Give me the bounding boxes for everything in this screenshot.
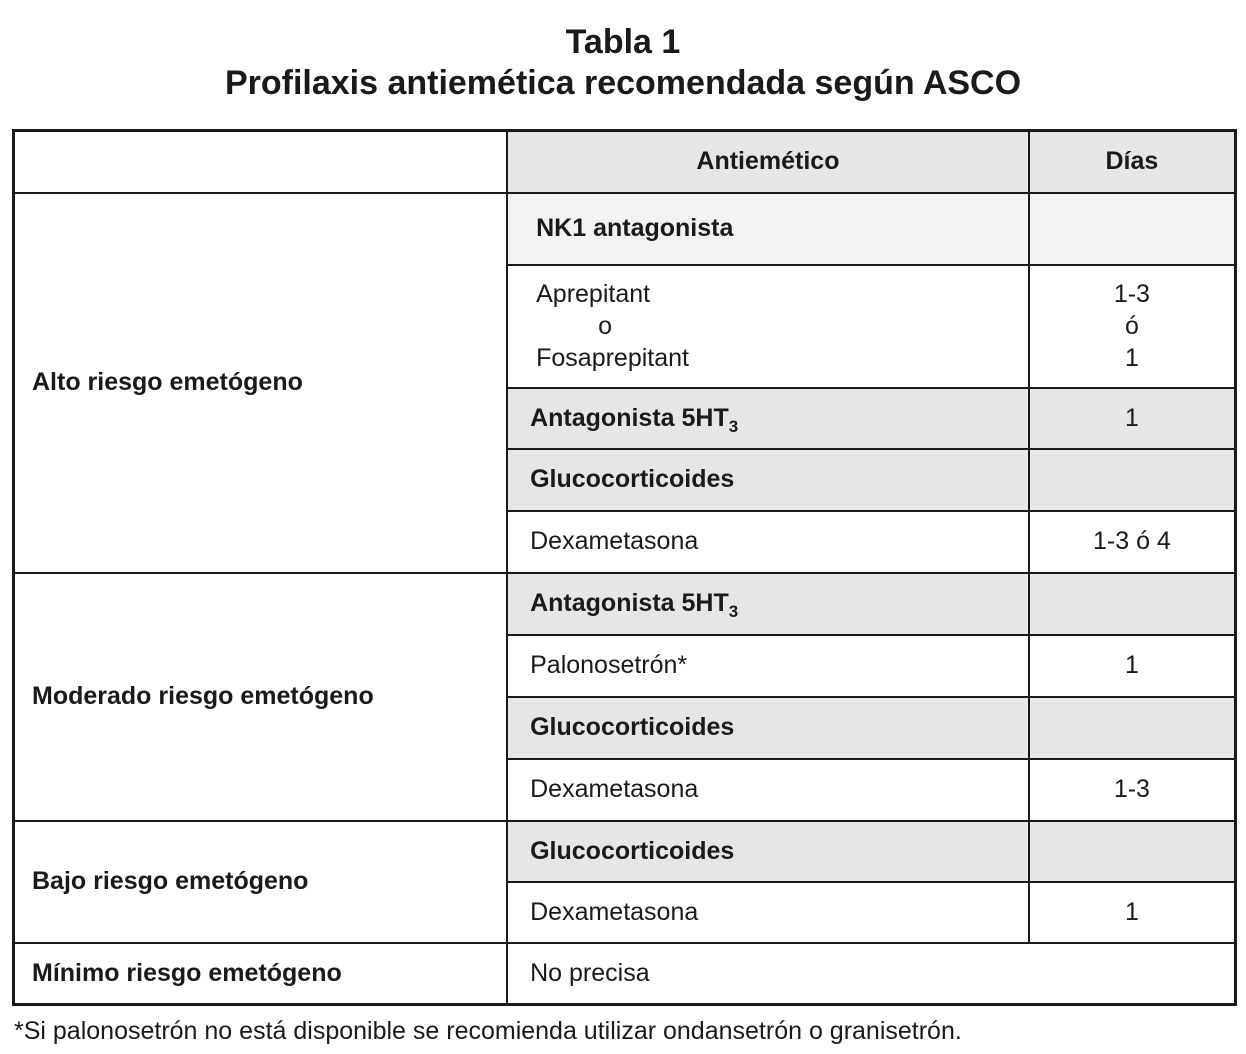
drug-aprepitant: Aprepitant [536, 280, 651, 308]
risk-minimo: Mínimo riesgo emetógeno [14, 943, 508, 1005]
empty-days-cell [1029, 697, 1236, 759]
days-aprepitant: 1-3 [1113, 280, 1150, 308]
days-dexametasona: 1-3 [1029, 759, 1236, 821]
drug-palonosetron: Palonosetrón* [507, 635, 1029, 697]
drug-aprepitant-cell [507, 265, 1029, 388]
empty-days-cell [1029, 821, 1236, 882]
empty-days-cell [1029, 193, 1236, 265]
empty-days-cell [1029, 573, 1236, 635]
table-row [14, 193, 1236, 265]
table-title: Tabla 1 [565, 23, 681, 61]
group-glucocorticoides: Glucocorticoides [507, 821, 1029, 882]
drug-or: o [598, 312, 613, 340]
days-fosaprepitant: 1 [1124, 344, 1139, 372]
drug-dexametasona: Dexametasona [507, 882, 1029, 943]
antag-subscript: 3 [728, 416, 739, 436]
table-subtitle: Profilaxis antiemética recomendada según ASCO [224, 64, 1022, 102]
antiemetic-table [12, 129, 1237, 1006]
group-antagonista-5ht3 [507, 573, 1029, 635]
empty-days-cell [1029, 449, 1236, 511]
header-empty-cell [14, 131, 508, 193]
footnote: *Si palonosetrón no está disponible se recomienda utilizar ondansetrón o granisetrón. [14, 1017, 962, 1045]
drug-dexametasona: Dexametasona [507, 511, 1029, 573]
days-antagonista: 1 [1029, 388, 1236, 449]
days-or: ó [1124, 312, 1139, 340]
risk-bajo: Bajo riesgo emetógeno [14, 821, 508, 943]
risk-alto: Alto riesgo emetógeno [14, 193, 508, 573]
antag-label: Antagonista 5HT [530, 403, 729, 432]
table-row [14, 943, 1236, 1005]
days-dexametasona: 1-3 ó 4 [1029, 511, 1236, 573]
antag-subscript: 3 [728, 602, 739, 621]
minimo-note: No precisa [507, 943, 1235, 1005]
group-glucocorticoides: Glucocorticoides [507, 449, 1029, 511]
header-row [14, 131, 1236, 193]
risk-moderado: Moderado riesgo emetógeno [14, 573, 508, 821]
header-antiemetico: Antiemético [507, 131, 1029, 193]
days-aprepitant-cell [1029, 265, 1236, 388]
header-dias: Días [1029, 131, 1236, 193]
days-palonosetron: 1 [1029, 635, 1236, 697]
drug-dexametasona: Dexametasona [507, 759, 1029, 821]
table-row [14, 573, 1236, 635]
table-row [14, 821, 1236, 882]
drug-fosaprepitant: Fosaprepitant [536, 344, 689, 372]
days-dexametasona: 1 [1029, 882, 1236, 943]
group-antagonista-5ht3 [507, 388, 1029, 449]
group-nk1: NK1 antagonista [507, 193, 1029, 265]
group-glucocorticoides: Glucocorticoides [507, 697, 1029, 759]
antag-label: Antagonista 5HT [530, 589, 729, 617]
